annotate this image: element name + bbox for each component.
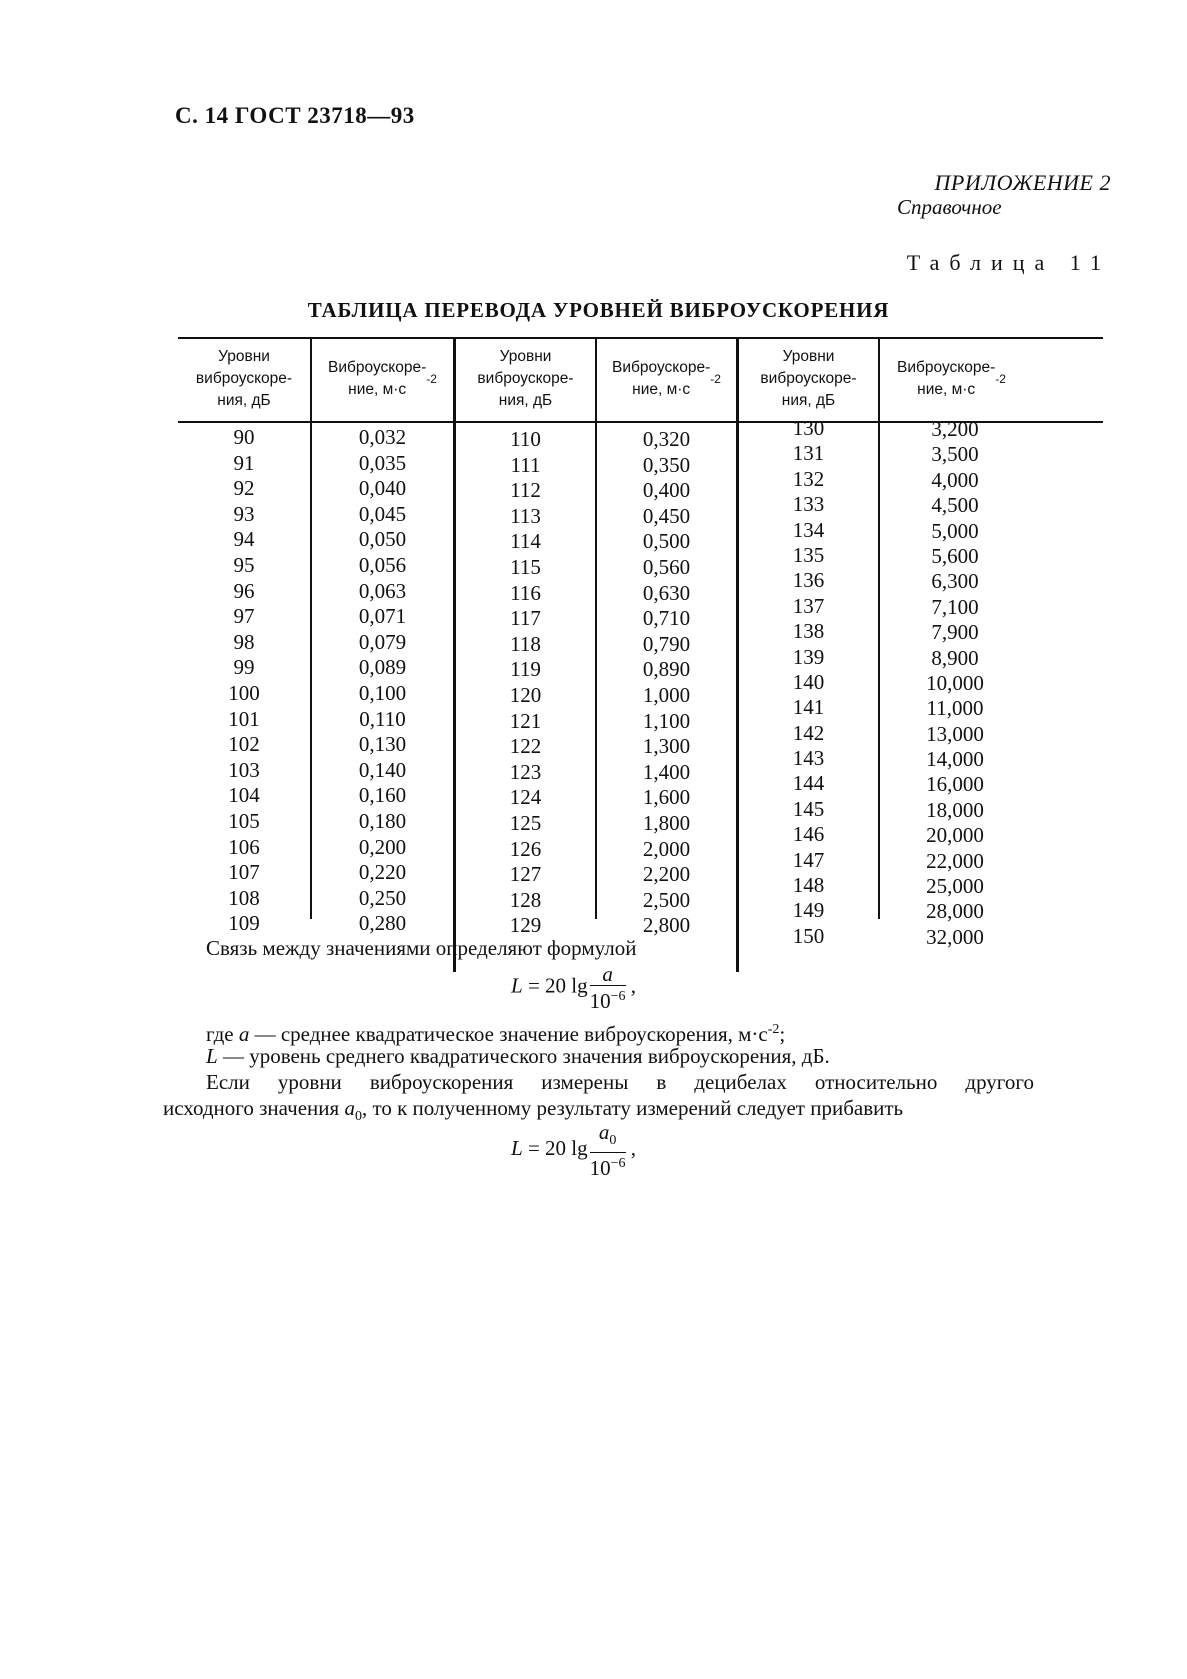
level-cell: 145 bbox=[792, 796, 825, 821]
level-cell: 135 bbox=[792, 542, 825, 567]
appendix-note: Справочное bbox=[897, 195, 1002, 219]
formula-2-eq: = 20 lg bbox=[527, 1135, 588, 1160]
level-cell: 125 bbox=[509, 810, 542, 835]
level-cell: 130 bbox=[792, 416, 825, 440]
level-cell: 111 bbox=[510, 452, 541, 477]
level-column-1 bbox=[178, 425, 310, 937]
level-cell: 141 bbox=[792, 695, 825, 720]
accel-cell: 8,900 bbox=[931, 645, 979, 670]
para-line2-b: , то к полученному результату измерений следует прибавить bbox=[361, 1096, 904, 1120]
level-cell: 140 bbox=[792, 669, 825, 694]
accel-column-2 bbox=[597, 427, 736, 939]
level-cell: 97 bbox=[233, 604, 255, 629]
accel-cell: 3,500 bbox=[931, 442, 979, 467]
level-cell: 139 bbox=[792, 644, 825, 669]
level-cell: 92 bbox=[233, 476, 255, 501]
accel-cell: 3,200 bbox=[931, 417, 979, 441]
accel-column-1 bbox=[312, 425, 453, 937]
accel-cell: 18,000 bbox=[926, 797, 984, 822]
header-level-2: Уровни виброускоре- ния, дБ bbox=[477, 348, 574, 409]
level-cell: 106 bbox=[228, 834, 260, 859]
level-cell: 149 bbox=[792, 898, 825, 923]
formula-1-fraction bbox=[590, 963, 626, 1012]
accel-cell: 16,000 bbox=[926, 772, 984, 797]
level-cell: 103 bbox=[228, 757, 260, 782]
where-a-text: — среднее квадратическое значение виброускорения, м·с bbox=[254, 1022, 768, 1046]
level-cell: 129 bbox=[509, 913, 542, 938]
accel-cell: 22,000 bbox=[926, 848, 984, 873]
unit-exponent: -2 bbox=[995, 372, 1006, 386]
table-title: ТАБЛИЦА ПЕРЕВОДА УРОВНЕЙ ВИБРОУСКОРЕНИЯ bbox=[307, 298, 890, 322]
formula-2-den-exp: −6 bbox=[610, 1156, 626, 1172]
formula-1 bbox=[511, 963, 636, 1012]
accel-column-3 bbox=[880, 417, 1030, 950]
accel-cell: 28,000 bbox=[926, 899, 984, 924]
where-L-symbol: L bbox=[206, 1044, 218, 1068]
formula-2-lhs: L bbox=[511, 1135, 523, 1160]
accel-cell: 0,045 bbox=[358, 501, 407, 526]
formula-1-den-exp: −6 bbox=[610, 989, 626, 1004]
paragraph-line-1: Если уровни виброускорения измерены в децибелах относительно другого bbox=[206, 1070, 1034, 1094]
level-cell: 117 bbox=[510, 606, 541, 631]
accel-cell: 1,400 bbox=[642, 759, 691, 784]
accel-cell: 32,000 bbox=[926, 924, 984, 949]
accel-cell: 0,050 bbox=[358, 527, 407, 552]
accel-cell: 0,320 bbox=[642, 427, 691, 451]
accel-cell: 4,500 bbox=[931, 493, 979, 518]
level-cell: 136 bbox=[792, 568, 825, 593]
level-cell: 98 bbox=[233, 629, 255, 654]
accel-cell: 0,079 bbox=[358, 629, 407, 654]
accel-cell: 2,800 bbox=[642, 913, 691, 938]
level-cell: 100 bbox=[228, 680, 260, 705]
level-cell: 128 bbox=[509, 887, 542, 912]
accel-cell: 6,300 bbox=[931, 569, 979, 594]
para-line2-subscript: 0 bbox=[354, 1109, 362, 1125]
header-accel-3 bbox=[880, 337, 1103, 421]
level-cell: 116 bbox=[510, 580, 541, 605]
level-cell: 146 bbox=[792, 822, 825, 847]
formula-2-denominator bbox=[590, 1153, 626, 1179]
level-cell: 90 bbox=[233, 425, 255, 449]
accel-cell: 0,220 bbox=[358, 860, 407, 885]
header-accel-3-text: Виброускоре- ние, м·с bbox=[897, 359, 996, 398]
formula-2-tail: , bbox=[630, 1135, 637, 1160]
level-cell: 148 bbox=[792, 873, 825, 898]
level-cell: 110 bbox=[510, 427, 541, 451]
level-cell: 96 bbox=[233, 578, 255, 603]
unit-exponent: -2 bbox=[710, 372, 721, 386]
accel-cell: 13,000 bbox=[926, 721, 984, 746]
page-header: С. 14 ГОСТ 23718—93 bbox=[175, 103, 415, 128]
level-cell: 142 bbox=[792, 720, 825, 745]
level-cell: 121 bbox=[509, 708, 542, 733]
accel-cell: 1,000 bbox=[642, 682, 691, 707]
accel-cell: 0,140 bbox=[358, 757, 407, 782]
level-cell: 120 bbox=[509, 682, 542, 707]
accel-cell: 0,180 bbox=[358, 808, 407, 833]
where-L-text: — уровень среднего квадратического значения виброускорения, дБ. bbox=[222, 1044, 830, 1068]
formula-2-numerator bbox=[590, 1121, 626, 1153]
header-accel-2-text: Виброускоре- ние, м·с bbox=[612, 359, 711, 398]
level-cell: 101 bbox=[228, 706, 260, 731]
formula-2 bbox=[511, 1121, 636, 1179]
level-cell: 109 bbox=[228, 911, 260, 936]
accel-cell: 0,280 bbox=[358, 911, 407, 936]
accel-cell: 25,000 bbox=[926, 874, 984, 899]
level-cell: 132 bbox=[792, 466, 825, 491]
formula-2-num-symbol: a bbox=[598, 1120, 610, 1144]
accel-cell: 0,890 bbox=[642, 657, 691, 682]
accel-cell: 0,250 bbox=[358, 885, 407, 910]
accel-cell: 0,071 bbox=[358, 604, 407, 629]
accel-cell: 0,400 bbox=[642, 478, 691, 503]
para-line2-symbol: a bbox=[344, 1096, 355, 1120]
accel-cell: 0,200 bbox=[358, 834, 407, 859]
accel-cell: 0,710 bbox=[642, 606, 691, 631]
level-cell: 147 bbox=[792, 847, 825, 872]
level-cell: 119 bbox=[510, 657, 541, 682]
accel-cell: 2,500 bbox=[642, 887, 691, 912]
intro-text: Связь между значениями определяют формулой bbox=[206, 936, 637, 960]
formula-2-num-sub: 0 bbox=[609, 1133, 617, 1149]
accel-cell: 0,032 bbox=[358, 425, 407, 449]
level-cell: 113 bbox=[510, 503, 541, 528]
accel-cell: 11,000 bbox=[926, 696, 984, 721]
accel-cell: 0,100 bbox=[358, 680, 407, 705]
accel-cell: 4,000 bbox=[931, 467, 979, 492]
level-cell: 115 bbox=[510, 554, 541, 579]
level-cell: 108 bbox=[228, 885, 260, 910]
formula-1-eq: = 20 lg bbox=[527, 973, 588, 998]
accel-cell: 1,300 bbox=[642, 734, 691, 759]
accel-cell: 0,350 bbox=[642, 452, 691, 477]
header-accel-2 bbox=[597, 337, 736, 421]
level-cell: 94 bbox=[233, 527, 255, 552]
accel-cell: 7,100 bbox=[931, 594, 979, 619]
level-cell: 150 bbox=[792, 923, 825, 948]
accel-cell: 0,035 bbox=[358, 450, 407, 475]
where-a-end: ; bbox=[779, 1022, 786, 1046]
level-cell: 143 bbox=[792, 746, 825, 771]
conversion-table bbox=[178, 337, 1103, 972]
level-cell: 104 bbox=[228, 783, 260, 808]
header-accel-1-text: Виброускоре- ние, м·с bbox=[328, 359, 427, 398]
unit-exponent: -2 bbox=[426, 372, 437, 386]
accel-cell: 1,600 bbox=[642, 785, 691, 810]
accel-cell: 0,040 bbox=[358, 476, 407, 501]
level-column-2 bbox=[456, 427, 595, 939]
where-a-symbol: a bbox=[238, 1022, 250, 1046]
level-cell: 133 bbox=[792, 492, 825, 517]
accel-cell: 0,560 bbox=[642, 554, 691, 579]
accel-cell: 2,000 bbox=[642, 836, 691, 861]
accel-cell: 1,800 bbox=[642, 810, 691, 835]
level-cell: 127 bbox=[509, 862, 542, 887]
level-cell: 99 bbox=[233, 655, 255, 680]
where-a-exponent: -2 bbox=[767, 1022, 780, 1037]
header-level-1: Уровни виброускоре- ния, дБ bbox=[195, 348, 293, 409]
accel-cell: 0,160 bbox=[358, 783, 407, 808]
level-cell: 91 bbox=[233, 450, 255, 475]
level-cell: 93 bbox=[233, 501, 255, 526]
level-cell: 123 bbox=[509, 759, 542, 784]
level-cell: 105 bbox=[228, 808, 260, 833]
accel-cell: 5,000 bbox=[931, 518, 979, 543]
accel-cell: 0,089 bbox=[358, 655, 407, 680]
accel-cell: 0,110 bbox=[359, 706, 406, 731]
level-cell: 124 bbox=[509, 785, 542, 810]
level-cell: 131 bbox=[792, 441, 825, 466]
accel-cell: 0,056 bbox=[358, 552, 407, 577]
level-cell: 107 bbox=[228, 860, 260, 885]
accel-cell: 0,630 bbox=[642, 580, 691, 605]
formula-2-den-base: 10 bbox=[589, 1156, 611, 1181]
accel-cell: 0,500 bbox=[642, 529, 691, 554]
accel-cell: 7,900 bbox=[931, 620, 979, 645]
accel-cell: 10,000 bbox=[926, 670, 984, 695]
formula-1-lhs: L bbox=[511, 973, 523, 998]
formula-1-tail: , bbox=[630, 973, 637, 998]
level-cell: 134 bbox=[792, 517, 825, 542]
level-cell: 95 bbox=[233, 552, 255, 577]
level-cell: 122 bbox=[509, 734, 542, 759]
level-cell: 144 bbox=[792, 771, 825, 796]
accel-cell: 2,200 bbox=[642, 862, 691, 887]
accel-cell: 0,130 bbox=[358, 732, 407, 757]
where-prefix: где bbox=[206, 1022, 234, 1046]
accel-cell: 14,000 bbox=[926, 747, 984, 772]
level-cell: 112 bbox=[510, 478, 541, 503]
appendix-title: ПРИЛОЖЕНИЕ 2 bbox=[934, 170, 1111, 195]
level-cell: 138 bbox=[792, 619, 825, 644]
header-level-3: Уровни виброускоре- ния, дБ bbox=[760, 348, 857, 409]
formula-1-denominator bbox=[590, 986, 626, 1012]
accel-cell: 20,000 bbox=[926, 823, 984, 848]
accel-cell: 5,600 bbox=[931, 543, 979, 568]
header-accel-1 bbox=[312, 337, 453, 421]
accel-cell: 0,063 bbox=[358, 578, 407, 603]
level-cell: 102 bbox=[228, 732, 260, 757]
level-cell: 126 bbox=[509, 836, 542, 861]
level-cell: 118 bbox=[510, 631, 541, 656]
formula-1-numerator: a bbox=[590, 963, 626, 986]
level-cell: 114 bbox=[510, 529, 541, 554]
level-cell: 137 bbox=[792, 593, 825, 618]
accel-cell: 0,790 bbox=[642, 631, 691, 656]
level-column-3 bbox=[739, 416, 878, 949]
accel-cell: 0,450 bbox=[642, 503, 691, 528]
table-number: Таблица 11 bbox=[906, 250, 1111, 275]
formula-1-den-base: 10 bbox=[589, 989, 611, 1013]
accel-cell: 1,100 bbox=[642, 708, 691, 733]
para-line2-a: исходного значения bbox=[163, 1096, 340, 1120]
formula-2-fraction bbox=[590, 1121, 626, 1179]
